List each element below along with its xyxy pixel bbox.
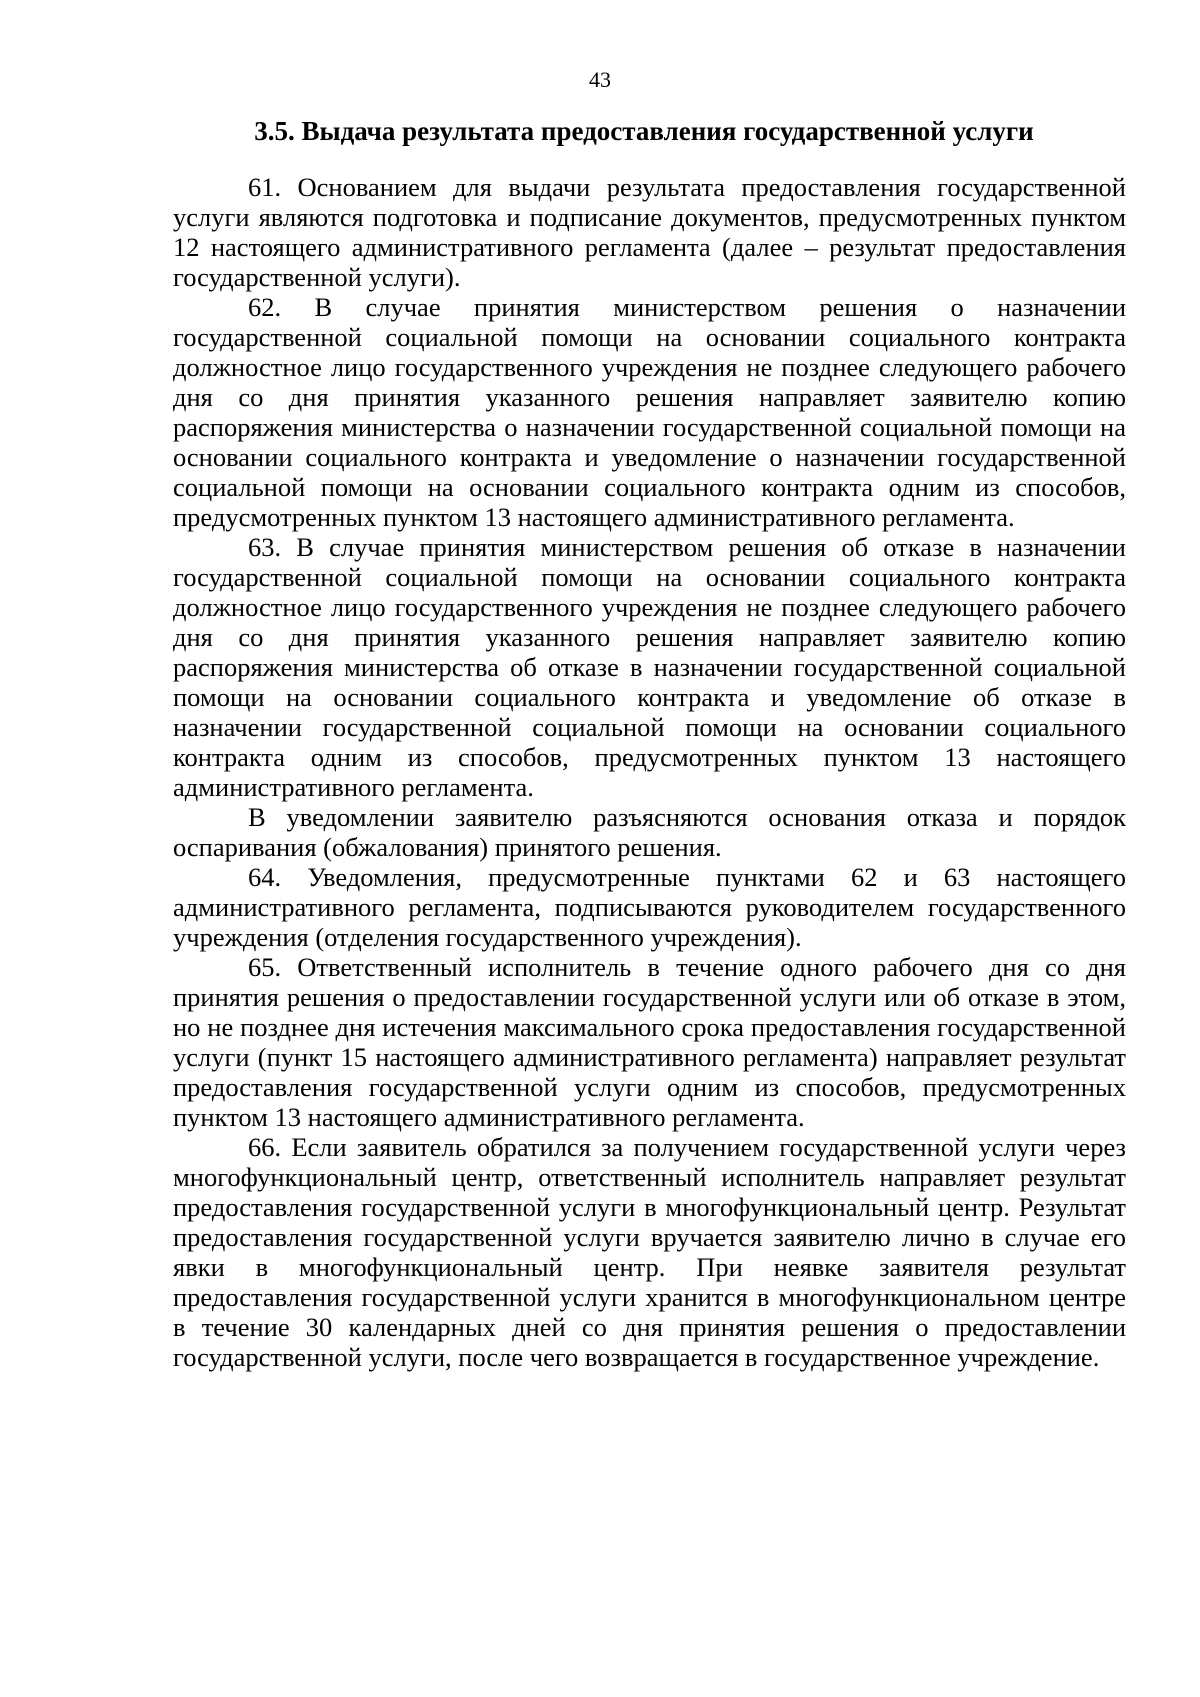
body-text — [173, 172, 1126, 1372]
paragraph-63: 63. В случае принятия министерством решения об отказе в назначении государственной социальной помощи на основании социального контракта должностное лицо государственного учреждения не позднее следующего рабочего дня со дня принятия указанного решения направляет заявителю копию распоряжения министерства об отказе в назначении государственной социальной помощи на основании социального контракта и уведомление об отказе в назначении государственной социальной помощи на основании социального контракта одним из способов, предусмотренных пунктом 13 настоящего административного регламента. — [173, 532, 1126, 802]
paragraph-62: 62. В случае принятия министерством решения о назначении государственной социальной помощи на основании социального контракта должностное лицо государственного учреждения не позднее следующего рабочего дня со дня принятия указанного решения направляет заявителю копию распоряжения министерства о назначении государственной социальной помощи на основании социального контракта и уведомление о назначении государственной социальной помощи на основании социального контракта одним из способов, предусмотренных пунктом 13 настоящего административного регламента. — [173, 292, 1126, 532]
paragraph-65: 65. Ответственный исполнитель в течение одного рабочего дня со дня принятия решения о предоставлении государственной услуги или об отказе в этом, но не позднее дня истечения максимального срока предоставления государственной услуги (пункт 15 настоящего административного регламента) направляет результат предоставления государственной услуги одним из способов, предусмотренных пунктом 13 настоящего административного регламента. — [173, 952, 1126, 1132]
paragraph-64: 64. Уведомления, предусмотренные пунктами 62 и 63 настоящего административного регламента, подписываются руководителем государственного учреждения (отделения государственного учреждения). — [173, 862, 1126, 952]
paragraph-63-notice: В уведомлении заявителю разъясняются основания отказа и порядок оспаривания (обжалования) принятого решения. — [173, 802, 1126, 862]
section-title: 3.5. Выдача результата предоставления государственной услуги — [254, 116, 1034, 146]
paragraph-66: 66. Если заявитель обратился за получением государственной услуги через многофункциональный центр, ответственный исполнитель направляет результат предоставления государственной услуги в многофункциональный центр. Результат предоставления государственной услуги вручается заявителю лично в случае его явки в многофункциональный центр. При неявке заявителя результат предоставления государственной услуги хранится в многофункциональном центре в течение 30 календарных дней со дня принятия решения о предоставлении государственной услуги, после чего возвращается в государственное учреждение. — [173, 1132, 1126, 1372]
page-number: 43 — [589, 67, 611, 92]
paragraph-61: 61. Основанием для выдачи результата предоставления государственной услуги являются подготовка и подписание документов, предусмотренных пунктом 12 настоящего административного регламента (далее – результат предоставления государственной услуги). — [173, 172, 1126, 292]
